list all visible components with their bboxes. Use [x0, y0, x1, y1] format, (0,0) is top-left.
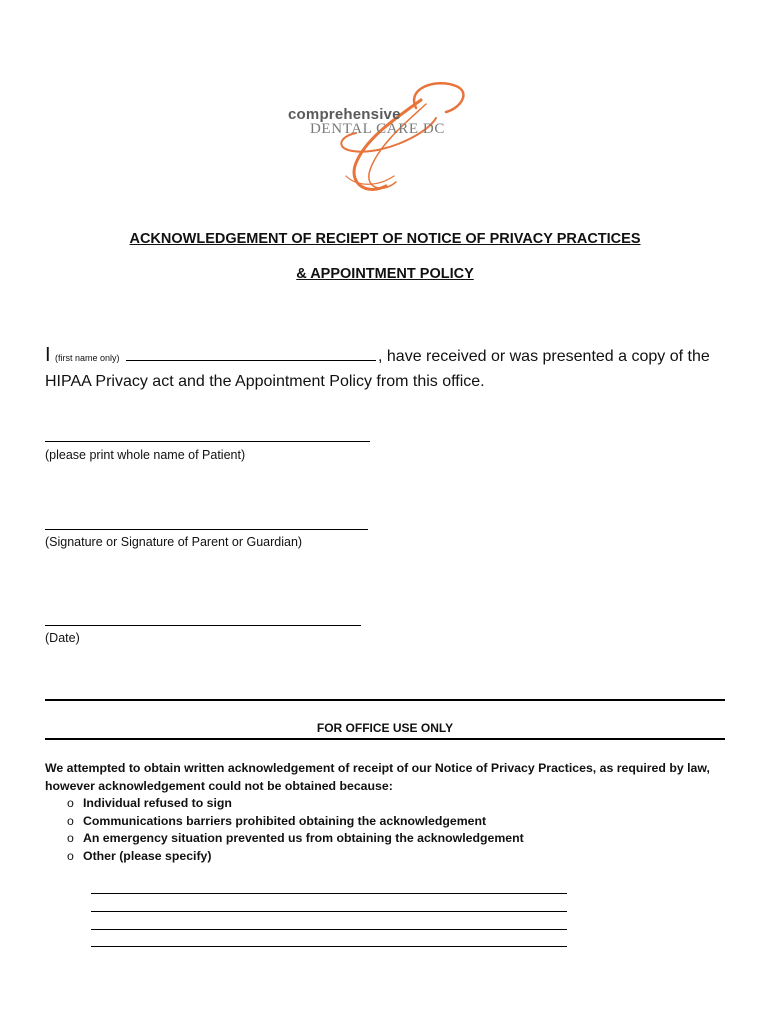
- first-name-field[interactable]: [126, 346, 376, 361]
- date-label: (Date): [45, 631, 80, 645]
- signature-label: (Signature or Signature of Parent or Guardian): [45, 535, 303, 549]
- patient-name-field[interactable]: [45, 441, 370, 442]
- other-reason-line[interactable]: [91, 911, 567, 912]
- checkbox-circle-icon: o: [67, 796, 74, 810]
- reason-label: Other (please specify): [83, 848, 212, 863]
- checkbox-circle-icon: o: [67, 831, 74, 845]
- office-use-title: FOR OFFICE USE ONLY: [316, 721, 454, 735]
- reason-option[interactable]: [67, 813, 735, 831]
- date-field[interactable]: [45, 625, 361, 626]
- logo-line2: DENTAL CARE DC: [310, 121, 445, 137]
- statement-pronoun: I: [45, 344, 51, 366]
- other-reason-line[interactable]: [91, 929, 567, 930]
- reason-option[interactable]: [67, 848, 735, 866]
- form-subtitle: & APPOINTMENT POLICY: [296, 266, 474, 282]
- other-reason-line[interactable]: [91, 893, 567, 894]
- other-reason-line[interactable]: [91, 946, 567, 947]
- acknowledgement-statement: [45, 343, 735, 394]
- reason-list: [45, 795, 735, 865]
- reason-label: Communications barriers prohibited obtaining the acknowledgement: [83, 813, 487, 828]
- checkbox-circle-icon: o: [67, 813, 74, 828]
- reason-label: Individual refused to sign: [83, 796, 232, 810]
- office-divider-top: [45, 699, 725, 701]
- patient-name-label: (please print whole name of Patient): [45, 448, 246, 462]
- reason-option[interactable]: [67, 795, 735, 813]
- office-intro: We attempted to obtain written acknowledgement of receipt of our Notice of Privacy Practices, as required by law, however acknowledgement could not be obtained because:: [45, 761, 710, 793]
- signature-field[interactable]: [45, 529, 368, 530]
- first-name-hint: (first name only): [55, 353, 120, 363]
- office-divider-bottom: [45, 738, 725, 740]
- form-title: ACKNOWLEDGEMENT OF RECIEPT OF NOTICE OF PRIVACY PRACTICES: [129, 231, 641, 247]
- office-section: [45, 760, 735, 865]
- reason-option[interactable]: [67, 830, 735, 848]
- reason-label: An emergency situation prevented us from obtaining the acknowledgement: [83, 831, 524, 845]
- statement-text: , have received or was presented a copy of the: [378, 348, 710, 365]
- logo-line1: comprehensive: [288, 106, 401, 123]
- statement-second-line: HIPAA Privacy act and the Appointment Policy from this office.: [45, 373, 485, 390]
- logo-swirl-icon: [286, 78, 496, 198]
- company-logo: [286, 78, 496, 198]
- checkbox-circle-icon: o: [67, 848, 74, 863]
